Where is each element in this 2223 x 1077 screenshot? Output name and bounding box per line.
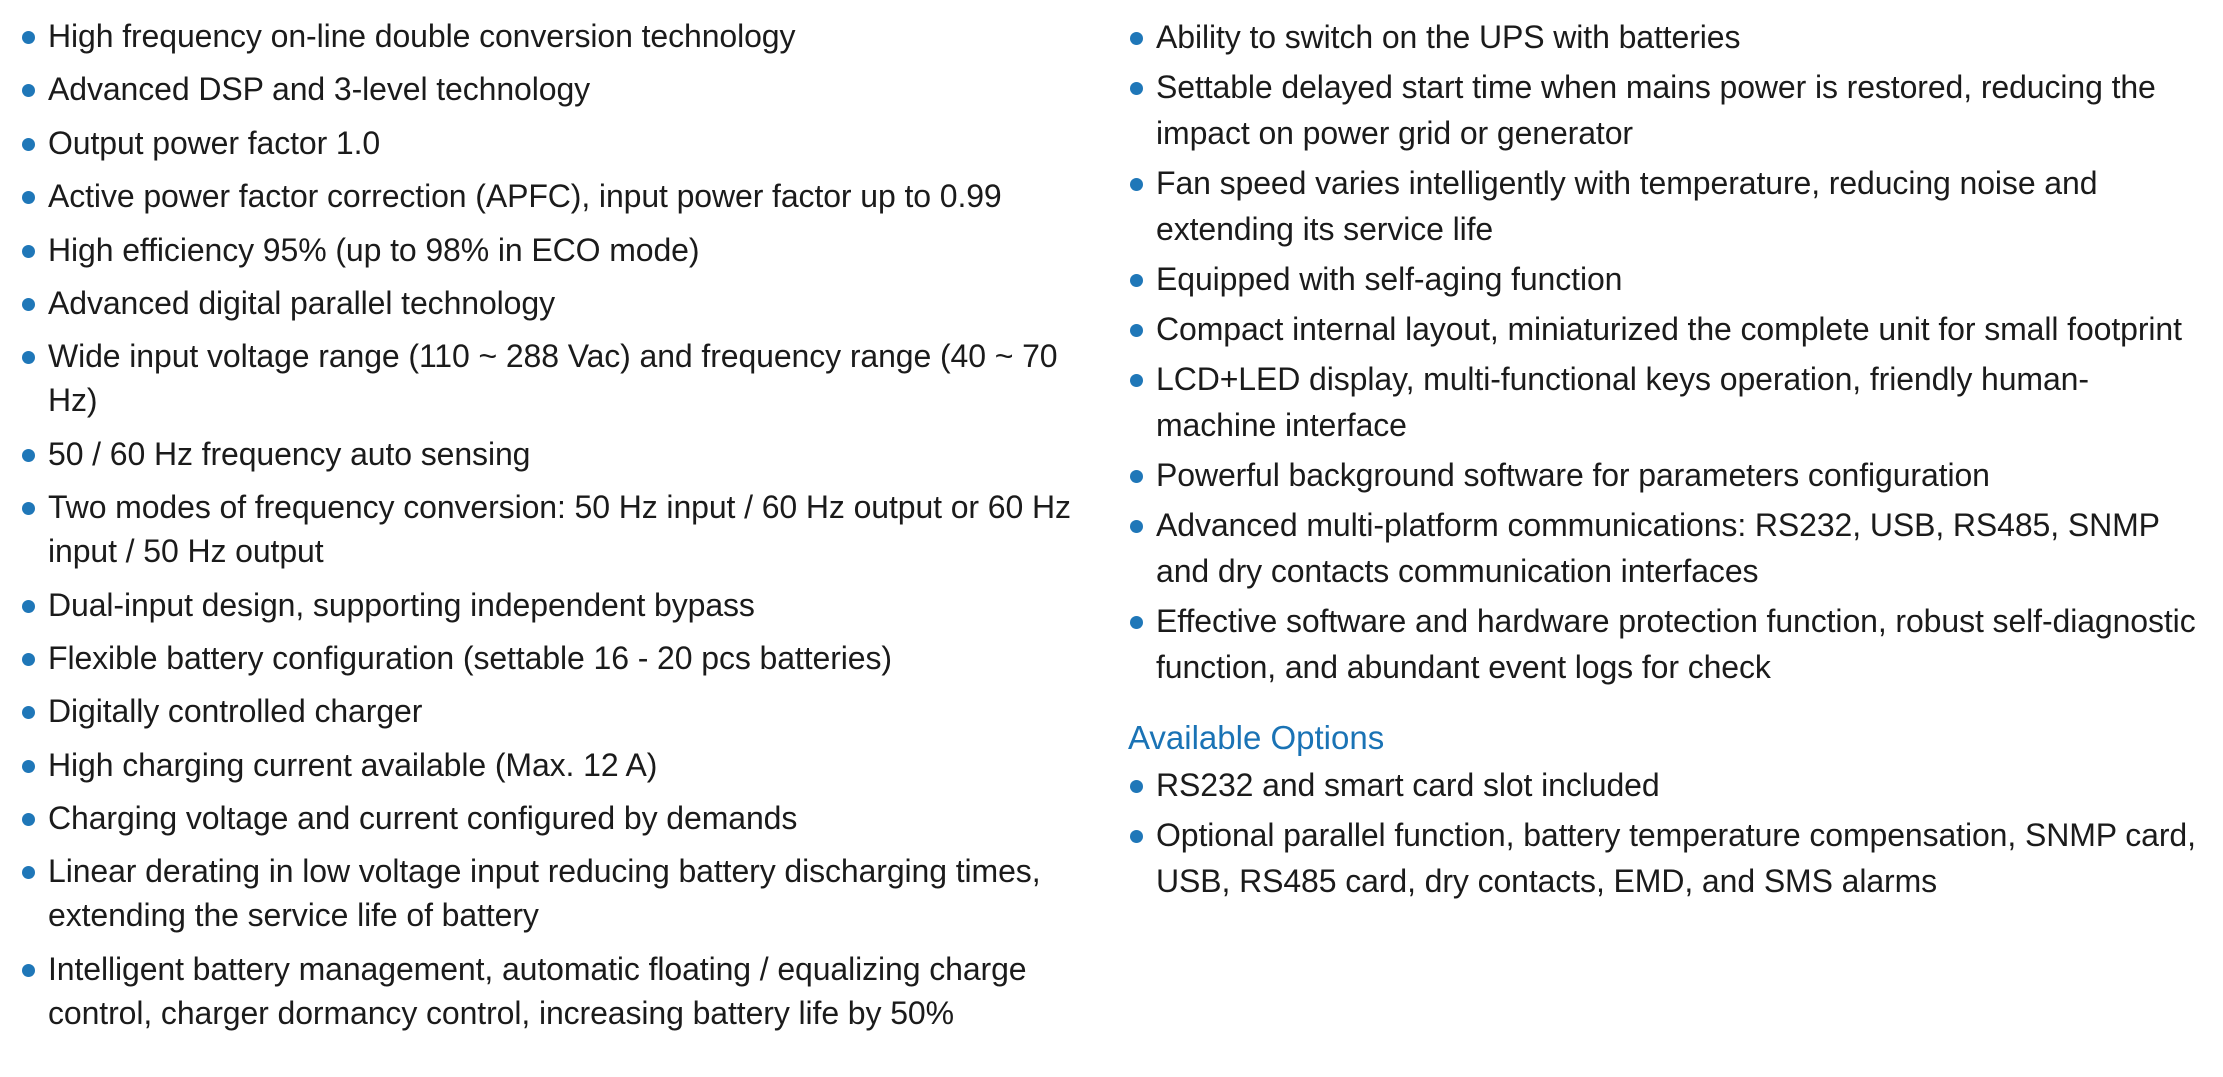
feature-text: Charging voltage and current configured by demands bbox=[48, 800, 798, 837]
option-text: Optional parallel function, battery temperature compensation, SNMP card, USB, RS485 card, dry contacts, EMD, and SMS alarms bbox=[1156, 817, 2196, 899]
list-item bbox=[20, 796, 1080, 840]
bullet-icon bbox=[22, 964, 35, 977]
list-item bbox=[1128, 160, 2208, 252]
list-item bbox=[20, 14, 1080, 58]
bullet-icon bbox=[22, 600, 35, 613]
list-item bbox=[1128, 14, 2208, 60]
list-item bbox=[20, 743, 1080, 787]
feature-list-left bbox=[20, 14, 1080, 1035]
list-item bbox=[20, 67, 1080, 111]
feature-text: Intelligent battery management, automatic floating / equalizing charge control, charger dormancy control, increasing battery life by 50% bbox=[48, 950, 1027, 1031]
feature-text: Two modes of frequency conversion: 50 Hz input / 60 Hz output or 60 Hz input / 50 Hz output bbox=[48, 489, 1071, 570]
list-item bbox=[1128, 356, 2208, 448]
right-feature-column bbox=[1128, 14, 2208, 908]
bullet-icon bbox=[22, 31, 35, 44]
feature-text: Dual-input design, supporting independent bypass bbox=[48, 586, 755, 623]
feature-text: Ability to switch on the UPS with batteries bbox=[1156, 19, 1741, 55]
bullet-icon bbox=[1130, 274, 1143, 287]
feature-text: Linear derating in low voltage input reducing battery discharging times, extending the service life of battery bbox=[48, 853, 1041, 934]
bullet-icon bbox=[1130, 374, 1143, 387]
list-item bbox=[20, 334, 1080, 422]
bullet-icon bbox=[1130, 324, 1143, 337]
feature-text: Effective software and hardware protection function, robust self-diagnostic function, and abundant event logs for check bbox=[1156, 603, 2196, 685]
list-item bbox=[20, 485, 1080, 573]
feature-text: Active power factor correction (APFC), input power factor up to 0.99 bbox=[48, 178, 1002, 215]
options-list bbox=[1128, 762, 2208, 904]
feature-text: 50 / 60 Hz frequency auto sensing bbox=[48, 435, 531, 472]
bullet-icon bbox=[1130, 520, 1143, 533]
bullet-icon bbox=[22, 191, 35, 204]
available-options-heading: Available Options bbox=[1128, 719, 1385, 756]
list-item bbox=[1128, 812, 2208, 904]
list-item bbox=[1128, 452, 2208, 498]
list-item bbox=[20, 689, 1080, 733]
list-item bbox=[1128, 598, 2208, 690]
list-item bbox=[20, 281, 1080, 325]
bullet-icon bbox=[1130, 32, 1143, 45]
feature-text: Advanced digital parallel technology bbox=[48, 284, 555, 321]
bullet-icon bbox=[22, 138, 35, 151]
feature-text: High frequency on-line double conversion technology bbox=[48, 18, 796, 54]
bullet-icon bbox=[1130, 616, 1143, 629]
bullet-icon bbox=[1130, 830, 1143, 843]
list-item bbox=[20, 583, 1080, 627]
list-item bbox=[1128, 762, 2208, 808]
feature-text: Fan speed varies intelligently with temperature, reducing noise and extending its service life bbox=[1156, 165, 2098, 247]
feature-text: Compact internal layout, miniaturized the complete unit for small footprint bbox=[1156, 311, 2182, 347]
left-feature-column bbox=[20, 14, 1080, 1044]
bullet-icon bbox=[22, 653, 35, 666]
bullet-icon bbox=[22, 866, 35, 879]
feature-text: Powerful background software for parameters configuration bbox=[1156, 457, 1990, 493]
bullet-icon bbox=[22, 813, 35, 826]
feature-text: Advanced DSP and 3-level technology bbox=[48, 71, 591, 108]
list-item bbox=[20, 174, 1080, 218]
bullet-icon bbox=[22, 298, 35, 311]
bullet-icon bbox=[22, 351, 35, 364]
bullet-icon bbox=[22, 449, 35, 462]
feature-text: LCD+LED display, multi-functional keys operation, friendly human-machine interface bbox=[1156, 361, 2089, 443]
list-item bbox=[1128, 502, 2208, 594]
feature-text: High efficiency 95% (up to 98% in ECO mode) bbox=[48, 231, 700, 268]
list-item bbox=[1128, 256, 2208, 302]
option-text: RS232 and smart card slot included bbox=[1156, 767, 1660, 803]
bullet-icon bbox=[22, 706, 35, 719]
bullet-icon bbox=[1130, 178, 1143, 191]
feature-text: Wide input voltage range (110 ~ 288 Vac) and frequency range (40 ~ 70 Hz) bbox=[48, 338, 1058, 419]
list-item bbox=[20, 849, 1080, 937]
bullet-icon bbox=[22, 502, 35, 515]
feature-text: Advanced multi-platform communications: RS232, USB, RS485, SNMP and dry contacts communication interfaces bbox=[1156, 507, 2160, 589]
bullet-icon bbox=[1130, 82, 1143, 95]
feature-text: High charging current available (Max. 12 A) bbox=[48, 746, 658, 783]
bullet-icon bbox=[22, 245, 35, 258]
feature-text: Digitally controlled charger bbox=[48, 693, 423, 730]
feature-list-right bbox=[1128, 14, 2208, 690]
bullet-icon bbox=[22, 760, 35, 773]
feature-text: Settable delayed start time when mains power is restored, reducing the impact on power grid or generator bbox=[1156, 69, 2156, 151]
list-item bbox=[20, 636, 1080, 680]
list-item bbox=[20, 432, 1080, 476]
bullet-icon bbox=[22, 84, 35, 97]
list-item bbox=[20, 947, 1080, 1035]
bullet-icon bbox=[1130, 780, 1143, 793]
list-item bbox=[1128, 306, 2208, 352]
list-item bbox=[1128, 64, 2208, 156]
bullet-icon bbox=[1130, 470, 1143, 483]
feature-text: Flexible battery configuration (settable 16 - 20 pcs batteries) bbox=[48, 639, 892, 676]
list-item bbox=[20, 121, 1080, 165]
feature-text: Equipped with self-aging function bbox=[1156, 261, 1623, 297]
list-item bbox=[20, 228, 1080, 272]
feature-text: Output power factor 1.0 bbox=[48, 124, 381, 161]
